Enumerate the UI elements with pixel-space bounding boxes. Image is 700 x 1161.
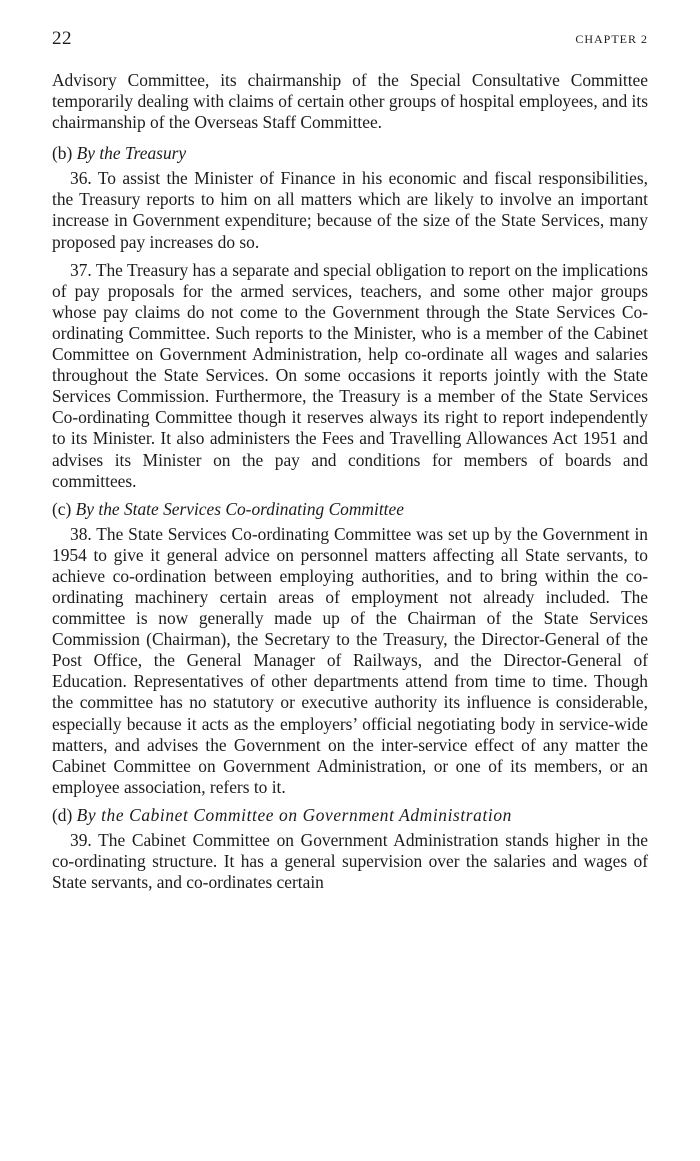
section-label: (c) — [52, 498, 72, 519]
chapter-label: CHAPTER 2 — [575, 32, 648, 46]
paragraph-number: 38. — [70, 523, 92, 544]
section-title: By the State Services Co-ordinating Committee — [75, 498, 404, 519]
document-page — [52, 26, 648, 900]
paragraph-38 — [52, 524, 648, 798]
running-head — [52, 26, 648, 56]
section-heading-coordinating-committee — [52, 499, 648, 520]
paragraph-text: The Treasury has a separate and special obligation to report on the implications of pay proposals for the armed services, teachers, and some other major groups whose pay claims do not come to the Government through the State Services Co-ordinating Committee. Such reports to the Minister, who is a member of the Cabinet Committee on Government Administration, help co-ordinate all wages and salaries throughout the State Services. On some occasions it reports jointly with the State Services Commission. Furthermore, the Treasury is a member of the State Services Co-ordinating Committee though it reserves always its right to report independently to its Minister. It also administers the Fees and Travelling Allowances Act 1951 and advises its Minister on the pay and conditions for members of boards and committees. — [52, 259, 648, 491]
paragraph-37 — [52, 260, 648, 492]
section-heading-cabinet-committee — [52, 805, 648, 826]
page-number: 22 — [52, 28, 72, 49]
paragraph-text: The State Services Co-ordinating Committee was set up by the Government in 1954 to give it general advice on personnel matters affecting all State servants, to achieve co-ordination between employing authorities, and to bring within the co-ordinating machinery certain areas of employment not already included. The committee is now generally made up of the Chairman of the State Services Commission (Chairman), the Secretary to the Treasury, the Director-General of the Post Office, the General Manager of Railways, and the Director-General of Education. Representatives of other departments attend from time to time. Though the committee has no statutory or executive authority its influence is considerable, especially because it acts as the employers’ official negotiating body in service-wide matters, and advises the Government on the inter-service effect of any matter the Cabinet Committee on Government Administration, or one of its members, or an employee association, refers to it. — [52, 523, 648, 797]
paragraph-number: 37. — [70, 259, 92, 280]
paragraph-number: 36. — [70, 168, 92, 189]
section-heading-treasury — [52, 143, 648, 164]
paragraph-text: The Cabinet Committee on Government Administration stands higher in the co-ordinating structure. It has a general supervision over the salaries and wages of State servants, and co-ordinates certain — [52, 829, 648, 893]
body-text — [52, 70, 648, 893]
section-title: By the Cabinet Committee on Government Administration — [76, 804, 512, 825]
paragraph-text: To assist the Minister of Finance in his economic and fiscal responsibilities, the Treasury reports to him on all matters which are likely to involve an important increase in Government expenditure; because of the size of the State Services, many proposed pay increases do so. — [52, 168, 648, 252]
section-label: (d) — [52, 804, 73, 825]
paragraph-39 — [52, 830, 648, 893]
paragraph-number: 39. — [70, 829, 92, 850]
section-label: (b) — [52, 143, 73, 164]
paragraph-36 — [52, 168, 648, 252]
section-title: By the Treasury — [76, 143, 187, 164]
continued-paragraph: Advisory Committee, its chairmanship of the Special Consultative Committee temporarily dealing with claims of certain other groups of hospital employees, and its chairmanship of the Overseas Staff Committee. — [52, 70, 648, 133]
